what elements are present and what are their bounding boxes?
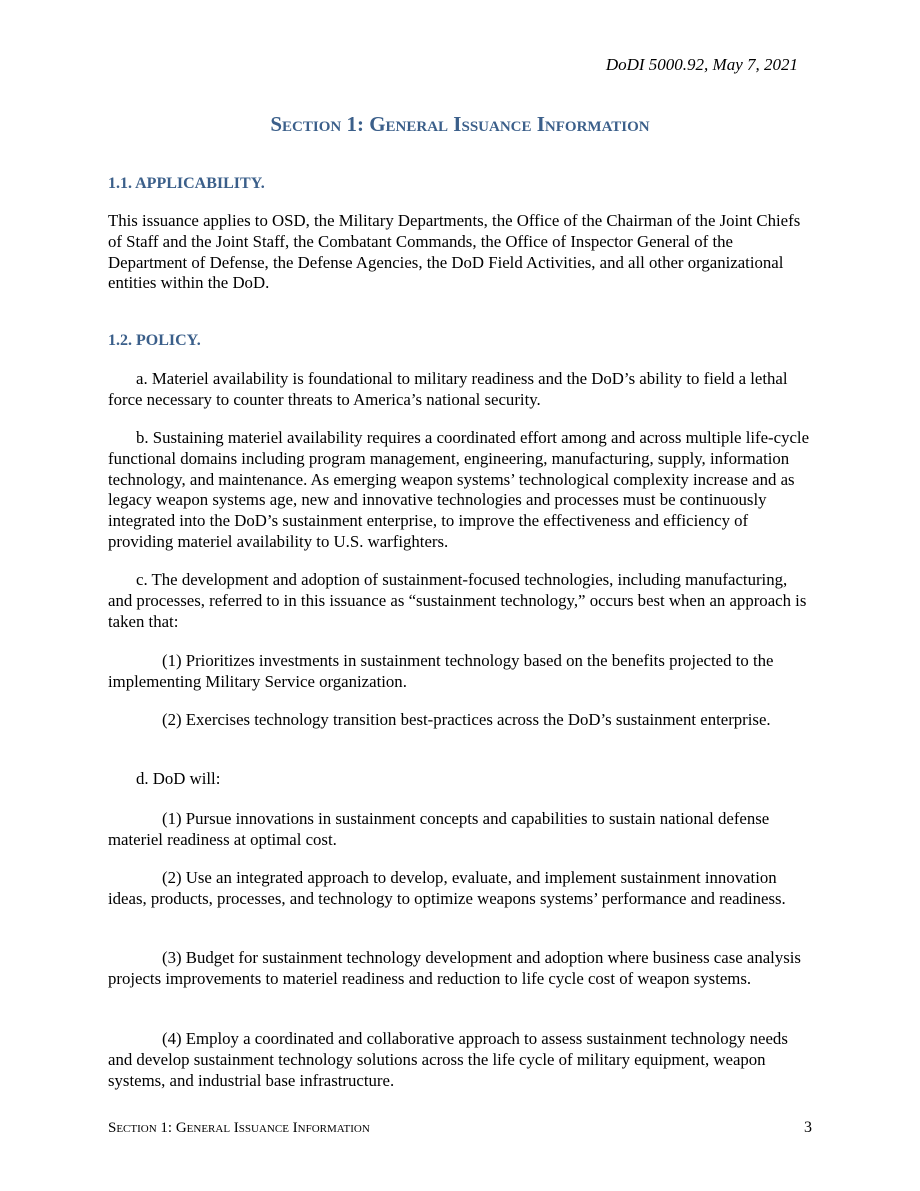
heading-applicability: 1.1. APPLICABILITY.	[108, 175, 265, 192]
paragraph-policy-d1: (1) Pursue innovations in sustainment concepts and capabilities to sustain national defense materiel readiness at optimal cost.	[108, 809, 770, 849]
paragraph-policy-b: b. Sustaining materiel availability requires a coordinated effort among and across multiple life-cycle functional domains including program management, engineering, manufacturing, supply, information technology, and maintenance. As emerging weapon systems’ technological complexity increase and as legacy weapon systems age, new and innovative technologies and processes must be continuously integrated into the DoD’s sustainment enterprise, to improve the effectiveness and efficiency of providing materiel availability to U.S. warfighters.	[108, 428, 810, 551]
paragraph-policy-d4: (4) Employ a coordinated and collaborative approach to assess sustainment technology needs and develop sustainment technology solutions across the life cycle of military equipment, weapon systems, and industrial base infrastructure.	[108, 1029, 788, 1090]
section-title: Section 1: General Issuance Information	[270, 112, 650, 136]
paragraph-policy-c: c. The development and adoption of sustainment-focused technologies, including manufacturing, and processes, referred to in this issuance as “sustainment technology,” occurs best when an approach is taken that:	[108, 570, 807, 631]
page-number: 3	[804, 1119, 812, 1136]
document-reference: DoDI 5000.92, May 7, 2021	[605, 55, 798, 74]
heading-policy: 1.2. POLICY.	[108, 332, 201, 349]
paragraph-policy-d: d. DoD will:	[136, 769, 221, 788]
paragraph-policy-d2: (2) Use an integrated approach to develop, evaluate, and implement sustainment innovation ideas, products, processes, and technology to optimize weapons systems’ performance and readiness.	[108, 868, 786, 908]
footer-section-label: Section 1: General Issuance Information	[108, 1120, 370, 1136]
paragraph-policy-a: a. Materiel availability is foundational to military readiness and the DoD’s ability to field a lethal force necessary to counter threats to America’s national security.	[108, 369, 788, 409]
paragraph-policy-c2: (2) Exercises technology transition best-practices across the DoD’s sustainment enterprise.	[162, 710, 771, 729]
paragraph-applicability: This issuance applies to OSD, the Military Departments, the Office of the Chairman of the Joint Chiefs of Staff and the Joint Staff, the Combatant Commands, the Office of Inspector General of the Department of Defense, the Defense Agencies, the DoD Field Activities, and all other organizational entities within the DoD.	[108, 211, 801, 293]
paragraph-policy-c1: (1) Prioritizes investments in sustainment technology based on the benefits projected to the implementing Military Service organization.	[108, 651, 774, 691]
paragraph-policy-d3: (3) Budget for sustainment technology development and adoption where business case analysis projects improvements to materiel readiness and reduction to life cycle cost of weapon systems.	[108, 948, 801, 988]
